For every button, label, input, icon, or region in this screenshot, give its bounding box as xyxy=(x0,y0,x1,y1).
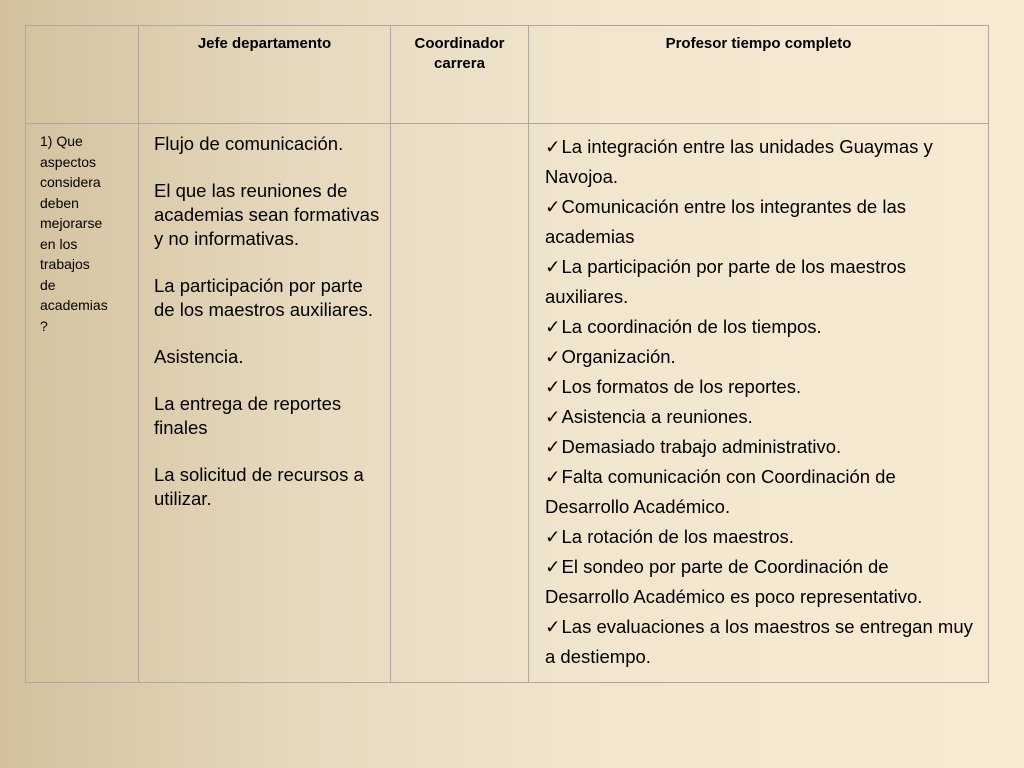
header-row xyxy=(26,26,989,124)
profesor-response-item: ✓ Las evaluaciones a los maestros se entregan muy a destiempo. xyxy=(545,612,978,672)
question-line: aspectos xyxy=(40,153,97,170)
question-line: 1) Que xyxy=(40,133,83,149)
profesor-response-item: ✓ Demasiado trabajo administrativo. xyxy=(545,432,978,462)
question-line: mejorarse xyxy=(40,215,103,231)
profesor-response-item: ✓ Asistencia a reuniones. xyxy=(545,402,978,432)
profesor-response-item: ✓ La participación por parte de los maestros auxiliares. xyxy=(545,252,978,312)
profesor-response-item: ✓ Organización. xyxy=(545,342,978,372)
jefe-response: La entrega de reportes finales xyxy=(154,393,342,438)
profesor-response-item: ✓ La rotación de los maestros. xyxy=(545,522,978,552)
jefe-response: El que las reuniones de academias sean formativas y no informativas. xyxy=(154,180,380,249)
question-line: academias xyxy=(40,297,108,313)
header-jefe-departamento: Jefe departamento xyxy=(139,26,391,124)
jefe-response: La participación por parte de los maestros auxiliares. xyxy=(154,275,374,320)
profesor-response-list xyxy=(545,132,978,672)
question-line: en los xyxy=(40,235,78,252)
jefe-responses-cell xyxy=(139,124,391,683)
jefe-response: Asistencia. xyxy=(154,346,244,367)
profesor-response-item: ✓ El sondeo por parte de Coordinación de Desarrollo Académico es poco representativo. xyxy=(545,552,978,612)
header-coordinador-carrera: Coordinador carrera xyxy=(391,26,529,124)
header-profesor-tiempo-completo: Profesor tiempo completo xyxy=(529,26,989,124)
profesor-response-item: ✓ Falta comunicación con Coordinación de Desarrollo Académico. xyxy=(545,462,978,522)
question-row xyxy=(26,124,989,683)
question-line: trabajos xyxy=(40,256,90,272)
header-empty-cell xyxy=(26,26,139,124)
survey-table xyxy=(25,25,989,683)
profesor-responses-cell xyxy=(529,124,989,683)
question-line: deben xyxy=(40,194,79,211)
question-cell xyxy=(26,124,139,683)
jefe-response: Flujo de comunicación. xyxy=(154,133,344,154)
question-line: ? xyxy=(40,317,48,334)
profesor-response-item: ✓ Comunicación entre los integrantes de las academias xyxy=(545,192,978,252)
coordinador-responses-cell xyxy=(391,124,529,683)
profesor-response-item: ✓ Los formatos de los reportes. xyxy=(545,372,978,402)
profesor-response-item: ✓ La coordinación de los tiempos. xyxy=(545,312,978,342)
profesor-response-item: ✓ La integración entre las unidades Guaymas y Navojoa. xyxy=(545,132,978,192)
jefe-response: La solicitud de recursos a utilizar. xyxy=(154,464,364,509)
question-line: considera xyxy=(40,174,101,190)
question-line: de xyxy=(40,276,56,293)
